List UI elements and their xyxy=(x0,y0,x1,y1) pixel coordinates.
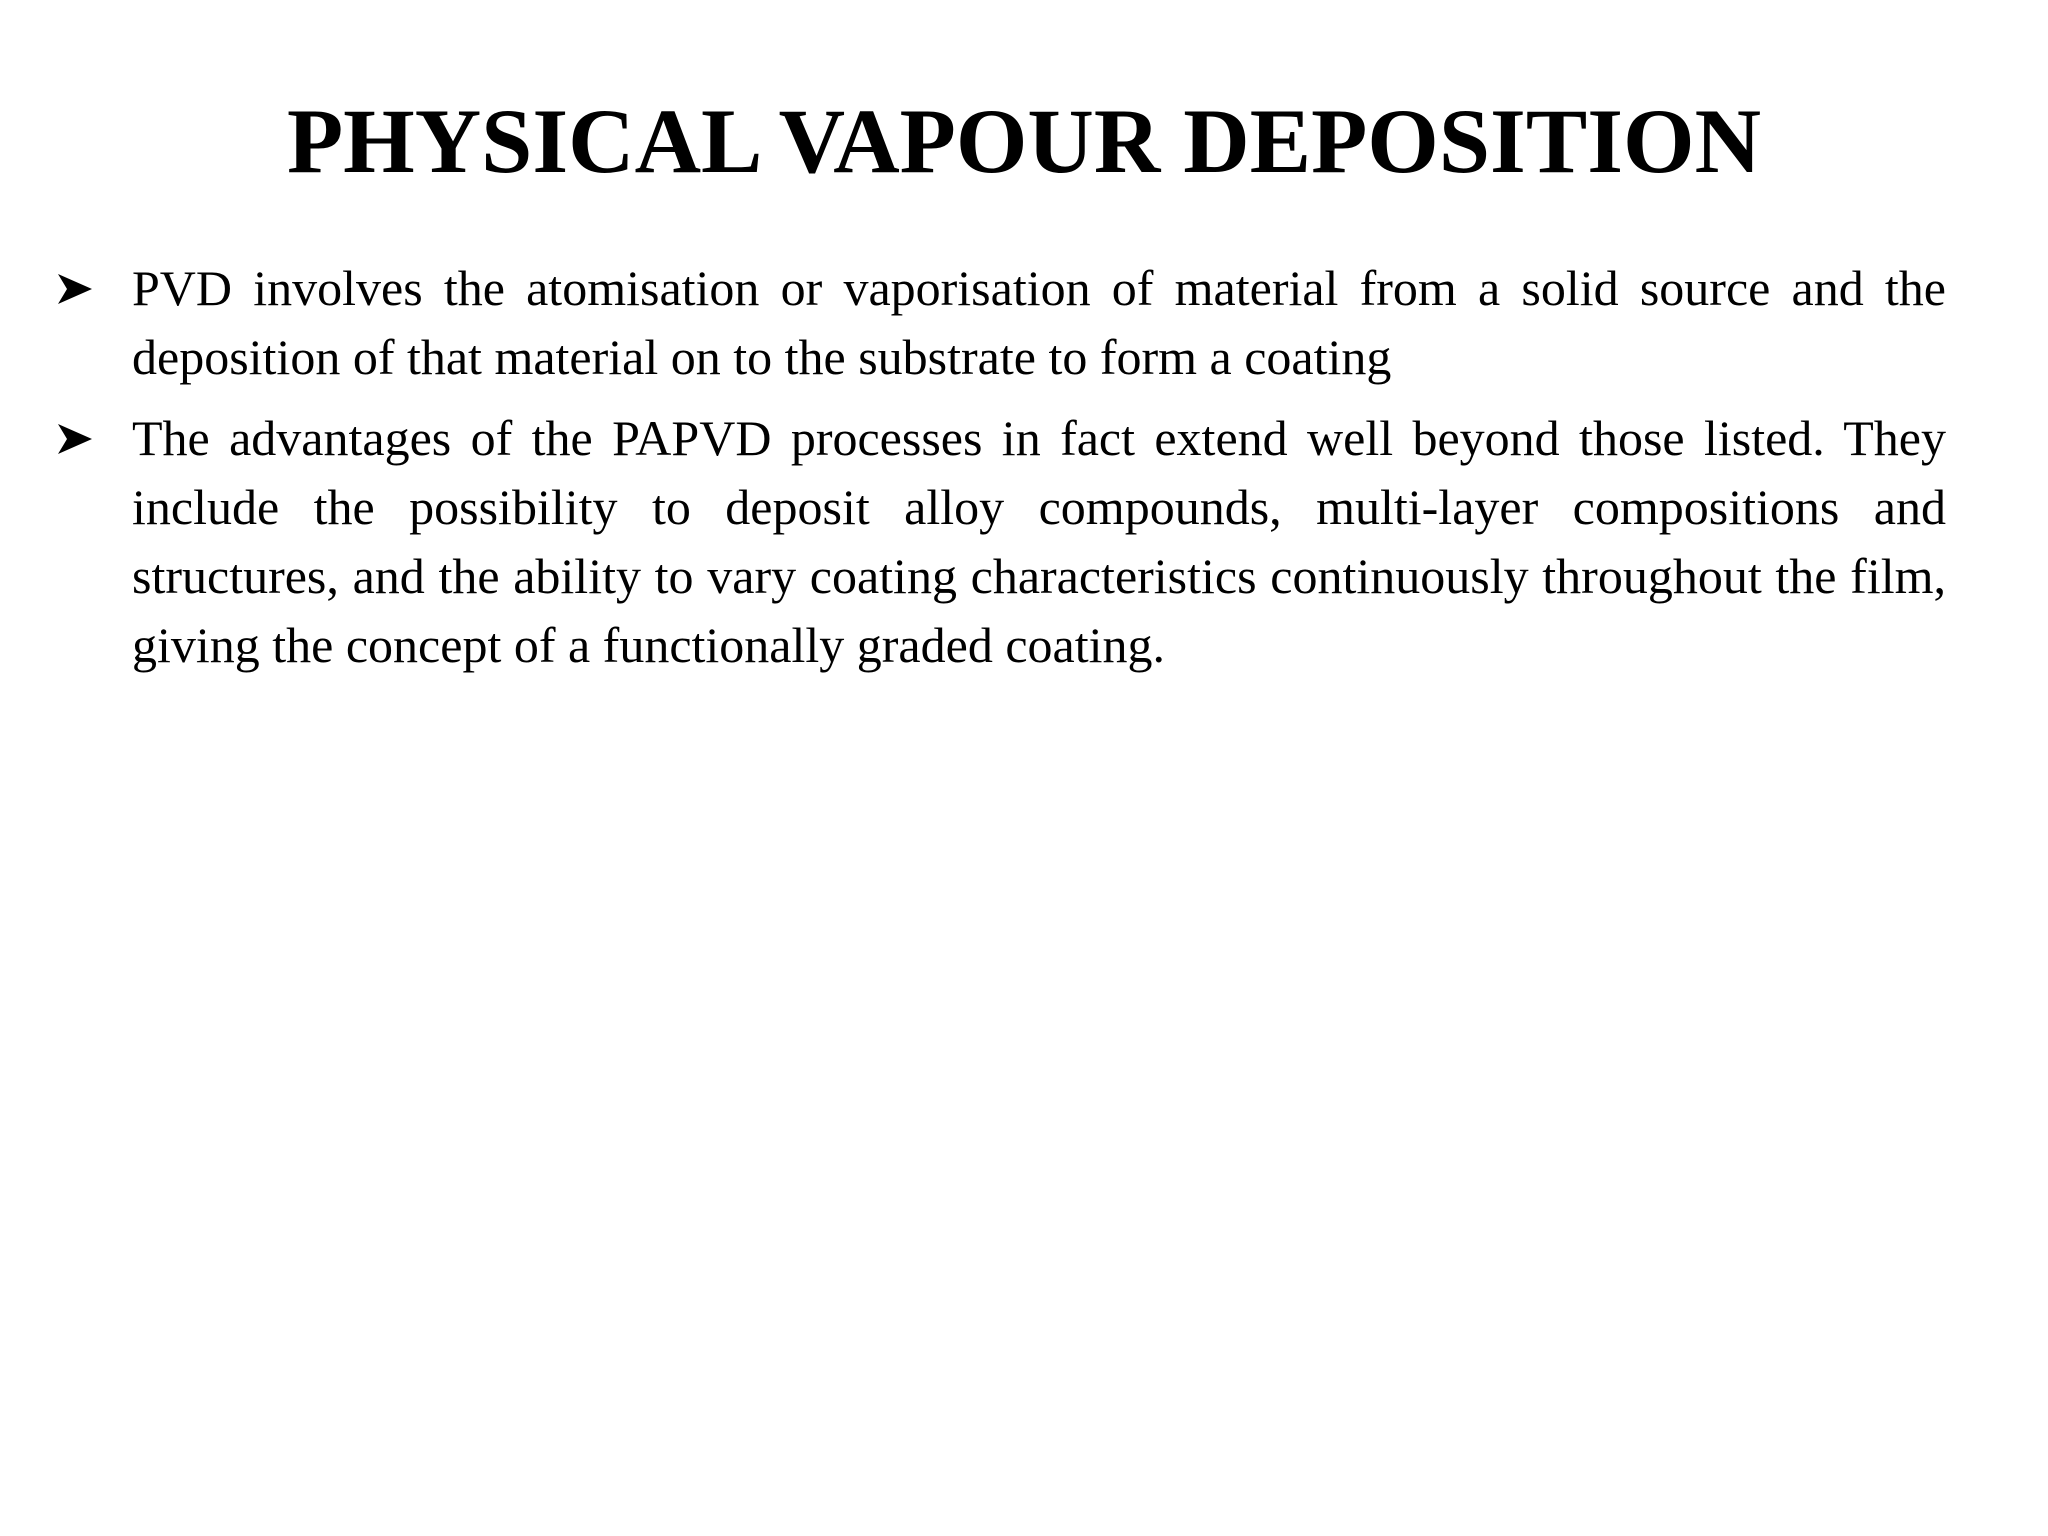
bullet-item xyxy=(58,254,1946,392)
slide-title: PHYSICAL VAPOUR DEPOSITION xyxy=(286,90,1762,192)
bullet-text: PVD involves the atomisation or vaporisation of material from a solid source and the deposition of that material on to the substrate to form a coating xyxy=(132,260,1946,385)
bullet-list xyxy=(58,254,1946,692)
bullet-text: The advantages of the PAPVD processes in fact extend well beyond those listed. They include the possibility to deposit alloy compounds, multi-layer compositions and structures, and the ability to vary coating characteristics continuously throughout the film, giving the concept of a functionally graded coating. xyxy=(132,410,1946,673)
arrowhead-bullet-icon xyxy=(58,254,98,323)
bullet-item xyxy=(58,404,1946,680)
arrowhead-bullet-icon xyxy=(58,404,98,473)
